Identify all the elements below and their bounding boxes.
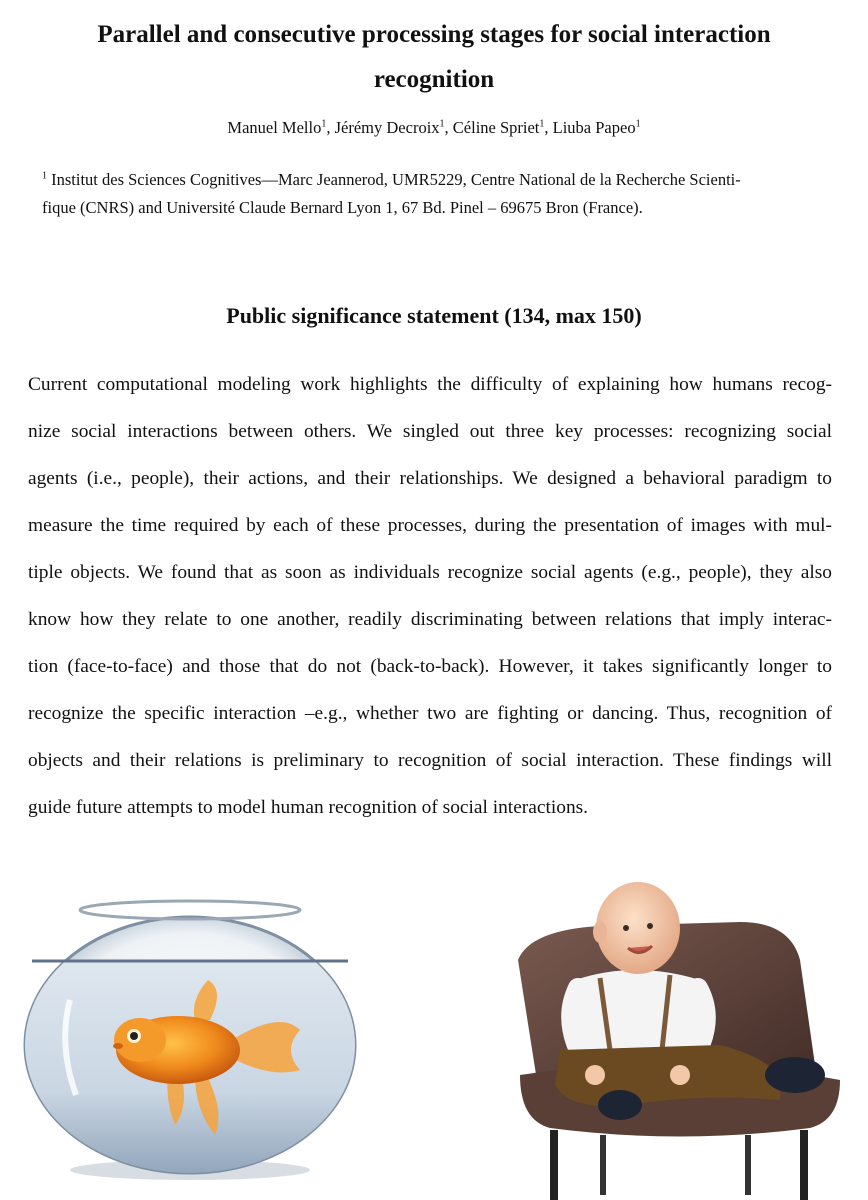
statement-line: recognize the specific interaction –e.g., whether two are fighting or dancing. Thus, recognition of [28,703,832,724]
author-name: Jérémy Decroix [334,118,440,137]
statement-line: nize social interactions between others. We singled out three key processes: recognizing social [28,421,832,442]
baby-ear [593,921,607,943]
affiliation-line: fique (CNRS) and Université Claude Bernard Lyon 1, 67 Bd. Pinel – 69675 Bron (France). [42,198,643,217]
author-list: Manuel Mello$^1$, Jérémy Decroix$^1$, Céline Spriet$^1$, Liuba Papeo$^1$ [227,118,641,137]
author-name: Céline Spriet [452,118,540,137]
statement-line: objects and their relations is preliminary to recognition of social interaction. These findings will [28,750,832,771]
statement-line: tiple objects. We found that as soon as individuals recognize social agents (e.g., people), they also [28,562,832,583]
baby-hand [585,1065,605,1085]
fishbowl-illustration [0,860,400,1200]
affiliation-marker: 1 [539,118,545,130]
statement-line: measure the time required by each of these processes, during the presentation of images with mul- [28,515,832,536]
affiliation-marker: 1 [321,118,327,130]
baby-hand [670,1065,690,1085]
affiliation-marker: 1 [635,118,641,130]
significance-statement [28,361,832,831]
paper-title: Parallel and consecutive processing stages for social interaction recognition [97,21,771,93]
baby-on-chair-illustration [490,860,868,1200]
baby-sock [598,1090,642,1120]
author-name: Liuba Papeo [552,118,636,137]
affiliation [42,166,832,222]
baby-on-chair-photo [490,860,868,1200]
baby-sock [765,1057,825,1093]
affiliation-marker: 1 [439,118,445,130]
statement-line: guide future attempts to model human recognition of social interactions. [28,797,589,818]
statement-line: tion (face-to-face) and those that do not (back-to-back). However, it takes significantly longer to [28,656,832,677]
affiliation-line: $^1$ Institut des Sciences Cognitives—Marc Jeannerod, UMR5229, Centre National de la Recherche Scienti- [42,170,741,189]
baby-shirt [575,970,705,1050]
baby-head [596,882,680,974]
statement-line: know how they relate to one another, readily discriminating between relations that imply interac- [28,609,832,630]
chair-legs [550,1130,808,1200]
fishbowl-photo [0,860,400,1200]
affiliation-marker: 1 [42,170,47,182]
statement-line: Current computational modeling work highlights the difficulty of explaining how humans recog- [28,374,832,395]
section-heading: Public significance statement (134, max 150) [226,303,642,328]
author-name: Manuel Mello [227,118,322,137]
statement-line: agents (i.e., people), their actions, and their relationships. We designed a behavioral paradigm to [28,468,832,489]
